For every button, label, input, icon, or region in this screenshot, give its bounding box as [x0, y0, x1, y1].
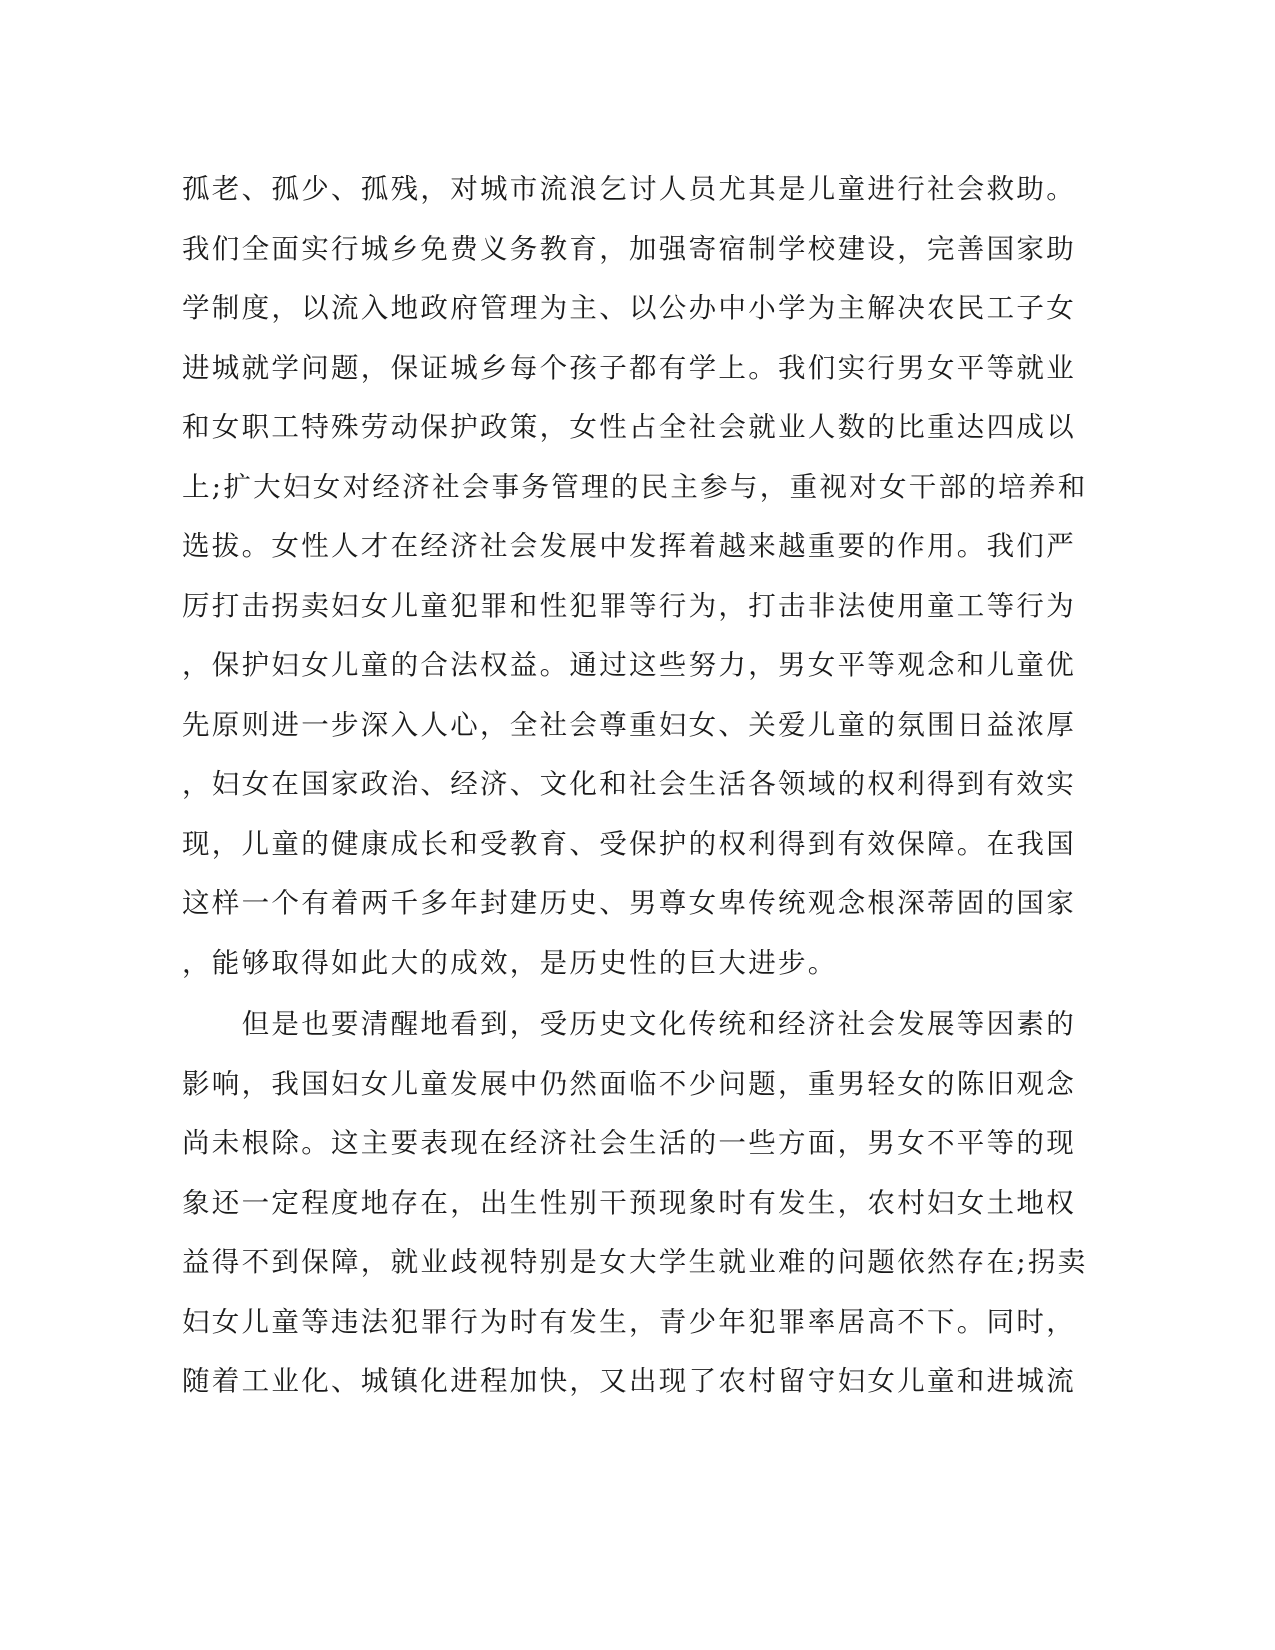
- text-line: 现，儿童的健康成长和受教育、受保护的权利得到有效保障。在我国: [182, 827, 1076, 860]
- text-line: 进城就学问题，保证城乡每个孩子都有学上。我们实行男女平等就业: [182, 351, 1076, 384]
- text-line: 我们全面实行城乡免费义务教育，加强寄宿制学校建设，完善国家助: [182, 232, 1076, 265]
- text-line: 这样一个有着两千多年封建历史、男尊女卑传统观念根深蒂固的国家: [182, 887, 1076, 919]
- text-line: 但是也要清醒地看到，受历史文化传统和经济社会发展等因素的: [182, 1008, 1076, 1040]
- text-line: 学制度，以流入地政府管理为主、以公办中小学为主解决农民工子女: [182, 292, 1076, 324]
- text-line: ，能够取得如此大的成效，是历史性的巨大进步。: [182, 946, 838, 979]
- text-line: ，保护妇女儿童的合法权益。通过这些努力，男女平等观念和儿童优: [182, 649, 1076, 681]
- text-line: ，妇女在国家政治、经济、文化和社会生活各领域的权利得到有效实: [182, 768, 1076, 800]
- paragraph-1: [182, 160, 1088, 993]
- text-line: 和女职工特殊劳动保护政策，女性占全社会就业人数的比重达四成以: [182, 411, 1076, 443]
- body-text: [182, 160, 1088, 1412]
- text-line: 象还一定程度地存在，出生性别干预现象时有发生，农村妇女土地权: [182, 1186, 1076, 1219]
- text-line: 随着工业化、城镇化进程加快，又出现了农村留守妇女儿童和进城流: [182, 1365, 1076, 1397]
- text-line: 选拔。女性人才在经济社会发展中发挥着越来越重要的作用。我们严: [182, 530, 1076, 562]
- text-line: 上;扩大妇女对经济社会事务管理的民主参与，重视对女干部的培养和: [182, 470, 1088, 503]
- text-line: 益得不到保障，就业歧视特别是女大学生就业难的问题依然存在;拐卖: [182, 1246, 1088, 1278]
- text-line: 尚未根除。这主要表现在经济社会生活的一些方面，男女不平等的现: [182, 1127, 1076, 1159]
- paragraph-2: [182, 995, 1088, 1412]
- text-line: 影响，我国妇女儿童发展中仍然面临不少问题，重男轻女的陈旧观念: [182, 1067, 1076, 1100]
- text-line: 孤老、孤少、孤残，对城市流浪乞讨人员尤其是儿童进行社会救助。: [182, 173, 1076, 205]
- text-line: 厉打击拐卖妇女儿童犯罪和性犯罪等行为，打击非法使用童工等行为: [182, 589, 1076, 622]
- text-line: 妇女儿童等违法犯罪行为时有发生，青少年犯罪率居高不下。同时，: [182, 1305, 1076, 1338]
- text-line: 先原则进一步深入人心，全社会尊重妇女、关爱儿童的氛围日益浓厚: [182, 708, 1076, 741]
